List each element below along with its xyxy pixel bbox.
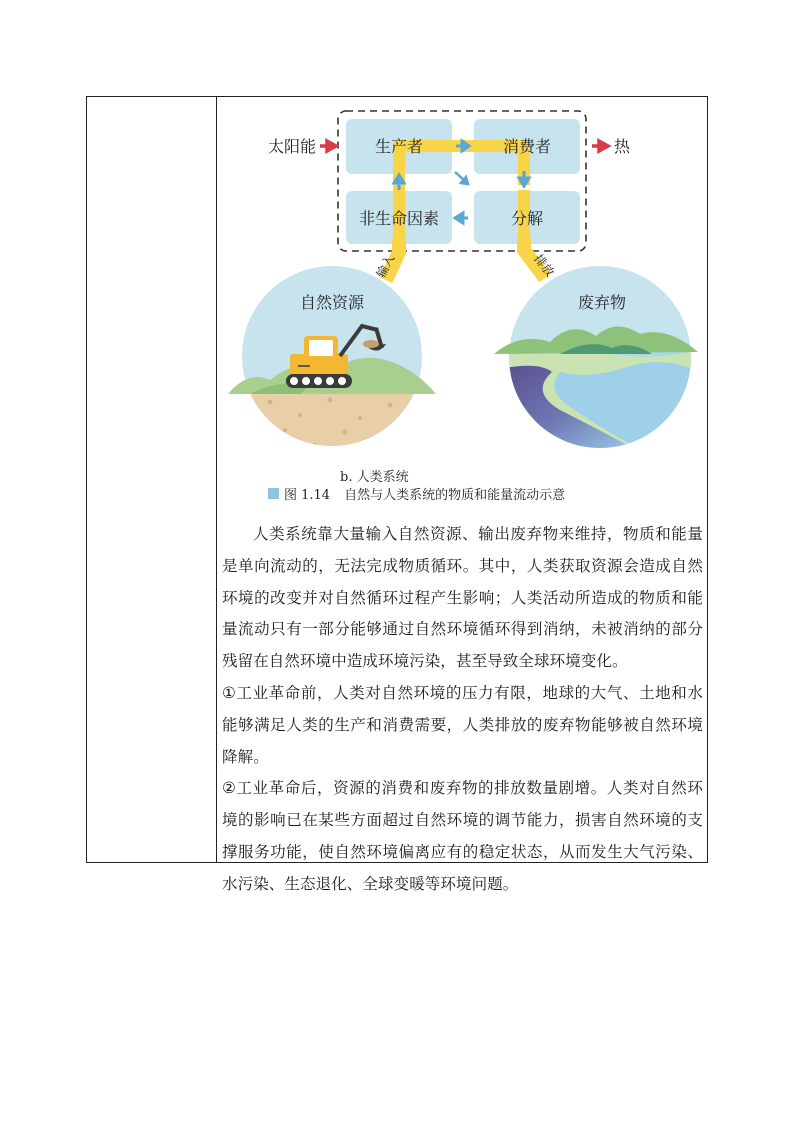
nonliving-label: 非生命因素 — [358, 209, 440, 228]
producer-label: 生产者 — [374, 137, 424, 156]
solar-arrow-icon — [320, 141, 336, 151]
paragraph-post-industrial: ②工业革命后，资源的消费和废弃物的排放数量剧增。人类对自然环境的影响已在某些方面超过自然环境的调节能力，损害自然环境的支撑服务功能，使自然环境偏离应有的稳定状态，从而发生大气污染、水污染、生态退化、全球变暖等环境问题。 — [222, 779, 703, 893]
figure-caption — [268, 484, 565, 503]
input-label: 输入 — [373, 252, 398, 281]
consumer-label: 消费者 — [502, 137, 552, 156]
caption-number: 图 1.14 — [284, 488, 331, 503]
body-text — [222, 519, 703, 901]
arrow-decompose-nonliving-icon — [455, 213, 468, 223]
heat-arrow-icon — [592, 141, 608, 151]
caption-square-icon — [268, 488, 279, 499]
solar-label: 太阳能 — [268, 137, 317, 156]
sub-caption: b. 人类系统 — [340, 470, 409, 485]
caption-title: 自然与人类系统的物质和能量流动示意 — [344, 488, 566, 503]
flow-diagram — [0, 0, 794, 520]
natural-resources-label: 自然资源 — [299, 293, 365, 312]
waste-label: 废弃物 — [577, 293, 627, 312]
paragraph-pre-industrial: ①工业革命前，人类对自然环境的压力有限，地球的大气、土地和水能够满足人类的生产和消费需要，人类排放的废弃物能够被自然环境降解。 — [222, 683, 703, 766]
arrow-diagonal-icon — [455, 172, 468, 184]
paragraph-human-system: 人类系统靠大量输入自然资源、输出废弃物来维持，物质和能量是单向流动的，无法完成物质循环。其中，人类获取资源会造成自然环境的改变并对自然循环过程产生影响；人类活动所造成的物质和能量流动只有一部分能够通过自然环境循环得到消纳，未被消纳的部分残留在自然环境中造成环境污染，甚至导致全球环境变化。 — [222, 525, 703, 671]
output-label: 排放 — [531, 251, 558, 280]
decompose-label: 分解 — [510, 209, 544, 228]
heat-label: 热 — [614, 137, 631, 156]
